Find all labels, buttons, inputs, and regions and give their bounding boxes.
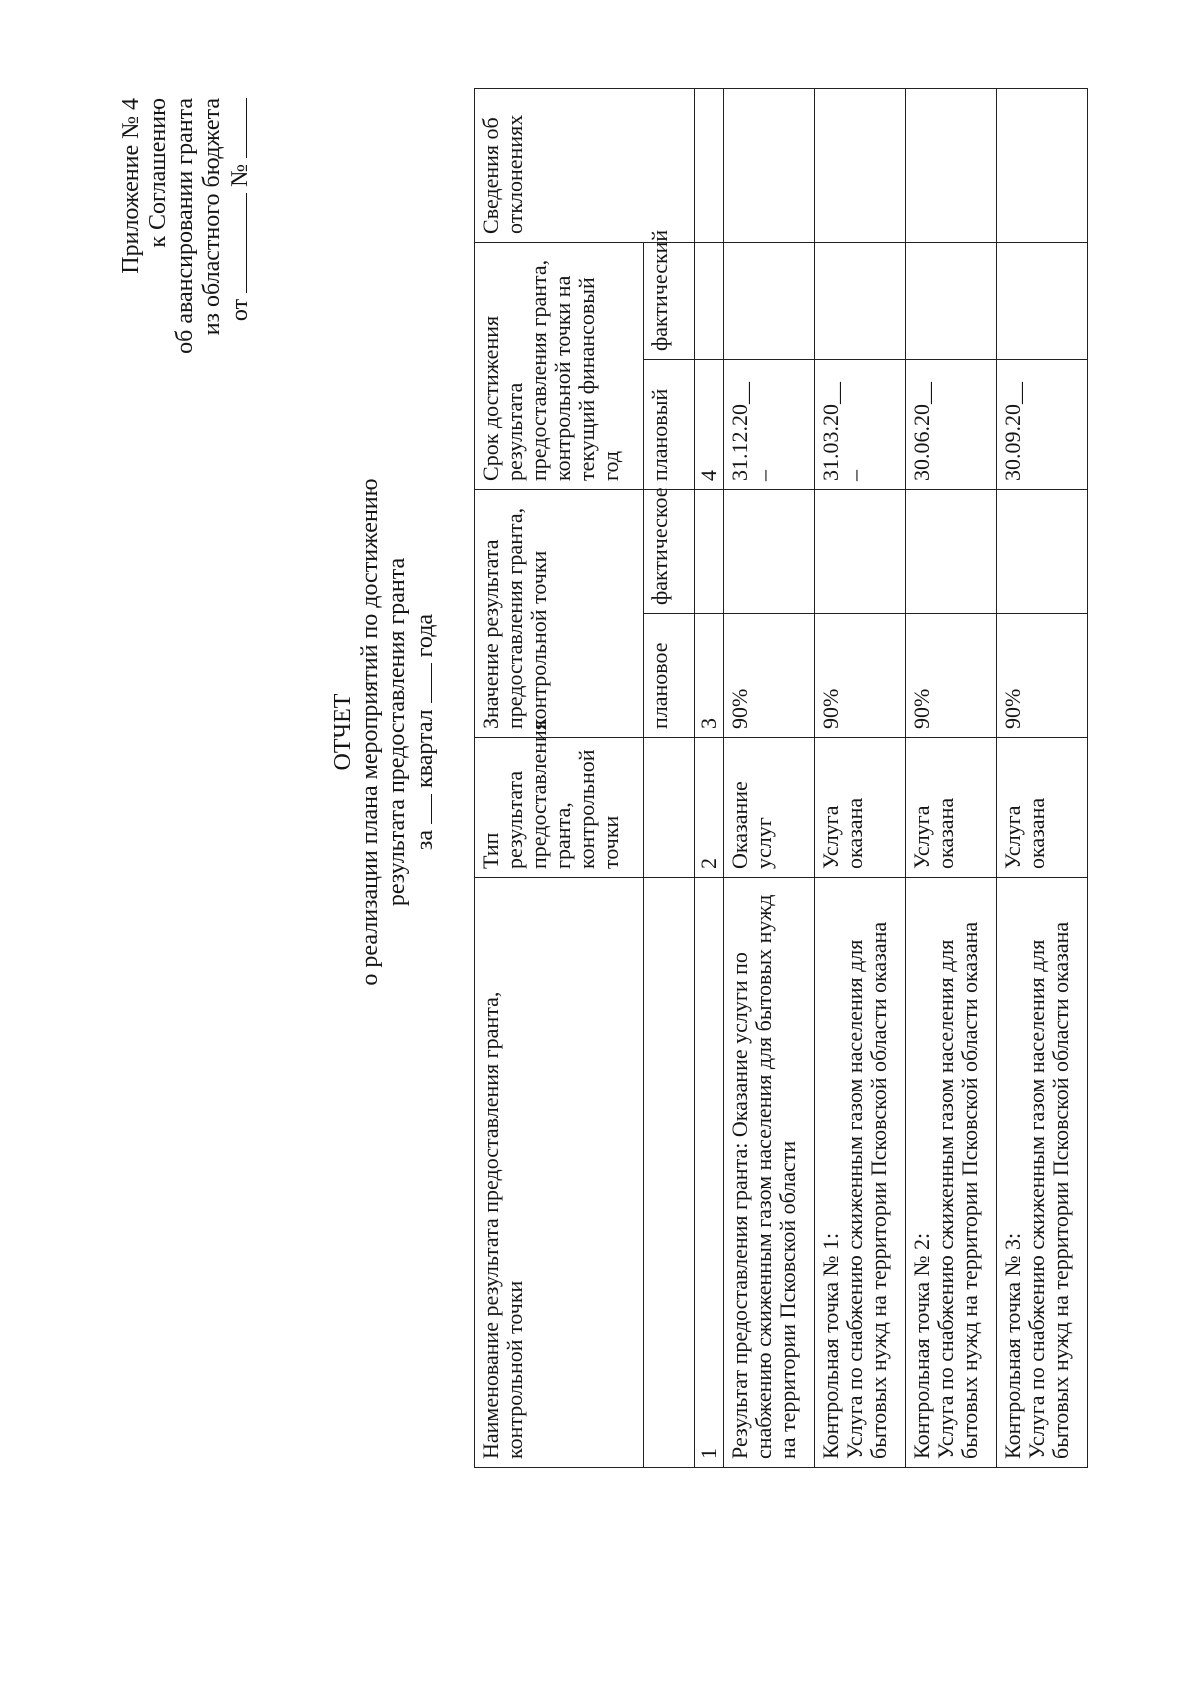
number-label: № [227, 164, 253, 187]
column-number: 4 [695, 359, 724, 489]
subheader-row [644, 88, 695, 1467]
column-number: 1 [695, 878, 724, 1468]
column-number-empty [695, 88, 724, 242]
report-subtitle: результата предоставления гранта [384, 557, 410, 907]
subheader-planned-date: плановый [644, 359, 695, 489]
row-type: Услуга оказана [906, 738, 997, 878]
row-planned-value: 90% [997, 614, 1088, 738]
appendix-line: об авансировании гранта [172, 98, 198, 354]
table-row [906, 88, 997, 1467]
period-suffix: года [412, 613, 438, 658]
column-number-empty [695, 489, 724, 613]
row-name [906, 878, 997, 1468]
row-deviation [815, 88, 906, 242]
row-name-line: Услуга по снабжению сжиженным газом населения для бытовых нужд на территории Псковской области оказана [933, 921, 982, 1459]
row-actual-date [724, 242, 815, 359]
header-name: Наименование результата предоставления гранта, контрольной точки [475, 878, 644, 1468]
report-heading [330, 417, 439, 1047]
row-planned-date-value: 31.12.20__ [727, 381, 752, 481]
header-deadline: Срок достижения результата предоставления гранта, контрольной точки на текущий финансовый год [475, 242, 644, 489]
row-type: Оказание услуг [724, 738, 815, 878]
row-actual-date [906, 242, 997, 359]
row-name-line: Результат предоставления гранта: Оказание услуги по снабжению сжиженным газом населения для бытовых нужд на территории Псковской области [727, 894, 800, 1459]
appendix-block [118, 98, 254, 568]
date-blank [226, 193, 247, 293]
table-row [724, 88, 815, 1467]
report-title: ОТЧЕТ [330, 693, 356, 771]
row-planned-date-value: 31.03.20__ [818, 381, 843, 481]
column-number-empty [695, 242, 724, 359]
row-deviation [724, 88, 815, 242]
row-planned-date-value: 30.06.20__ [909, 381, 934, 481]
appendix-line: из областного бюджета [199, 98, 225, 336]
subheader-empty [644, 738, 695, 878]
appendix-line: к Соглашению [145, 98, 171, 248]
report-table [474, 88, 1088, 1468]
column-number-row [695, 88, 724, 1467]
subheader-empty [644, 878, 695, 1468]
row-planned-date-dash: – [751, 469, 776, 481]
period-prefix: за [412, 829, 438, 851]
row-planned-value: 90% [815, 614, 906, 738]
row-actual-date [815, 242, 906, 359]
table-row [997, 88, 1088, 1467]
table-row [815, 88, 906, 1467]
subheader-actual-date: фактический [644, 242, 695, 359]
appendix-date-line [226, 98, 254, 568]
row-planned-value: 90% [906, 614, 997, 738]
row-actual-date [997, 242, 1088, 359]
row-planned-date-value: 30.09.20__ [1000, 381, 1025, 481]
appendix-line: Приложение № 4 [118, 98, 144, 274]
row-actual-value [724, 489, 815, 613]
row-deviation [906, 88, 997, 242]
row-name-line: Услуга по снабжению сжиженным газом населения для бытовых нужд на территории Псковской области оказана [842, 921, 891, 1459]
row-type: Услуга оказана [815, 738, 906, 878]
row-name-line: Контрольная точка № 1: [818, 1232, 843, 1459]
report-subtitle: о реализации плана мероприятий по достижению [357, 478, 383, 986]
column-number: 2 [695, 738, 724, 878]
row-planned-value: 90% [724, 614, 815, 738]
row-name-line: Услуга по снабжению сжиженным газом населения для бытовых нужд на территории Псковской области оказана [1024, 921, 1073, 1459]
row-planned-date-dash: – [842, 469, 867, 481]
row-planned-date [724, 359, 815, 489]
row-planned-date [815, 359, 906, 489]
year-blank [411, 663, 432, 703]
row-actual-value [815, 489, 906, 613]
period-middle: квартал [412, 709, 438, 788]
quarter-blank [411, 794, 432, 824]
row-name [997, 878, 1088, 1468]
subheader-planned-value: плановое [644, 614, 695, 738]
column-number: 3 [695, 614, 724, 738]
number-blank [226, 98, 247, 158]
row-name [815, 878, 906, 1468]
row-name-line: Контрольная точка № 3: [1000, 1232, 1025, 1459]
row-deviation [997, 88, 1088, 242]
row-name-line: Контрольная точка № 2: [909, 1232, 934, 1459]
report-period [411, 417, 439, 1047]
header-value: Значение результата предоставления гранта, контрольной точки [475, 489, 644, 737]
header-type: Тип результата предоставления гранта, контрольной точки [475, 738, 644, 878]
row-actual-value [906, 489, 997, 613]
from-label: от [227, 298, 253, 322]
row-type: Услуга оказана [997, 738, 1088, 878]
row-planned-date [906, 359, 997, 489]
header-row [475, 88, 644, 1467]
header-deviation: Сведения об отклонениях [475, 88, 695, 242]
row-actual-value [997, 489, 1088, 613]
subheader-actual-value: фактическое [644, 489, 695, 613]
row-name [724, 878, 815, 1468]
row-planned-date [997, 359, 1088, 489]
